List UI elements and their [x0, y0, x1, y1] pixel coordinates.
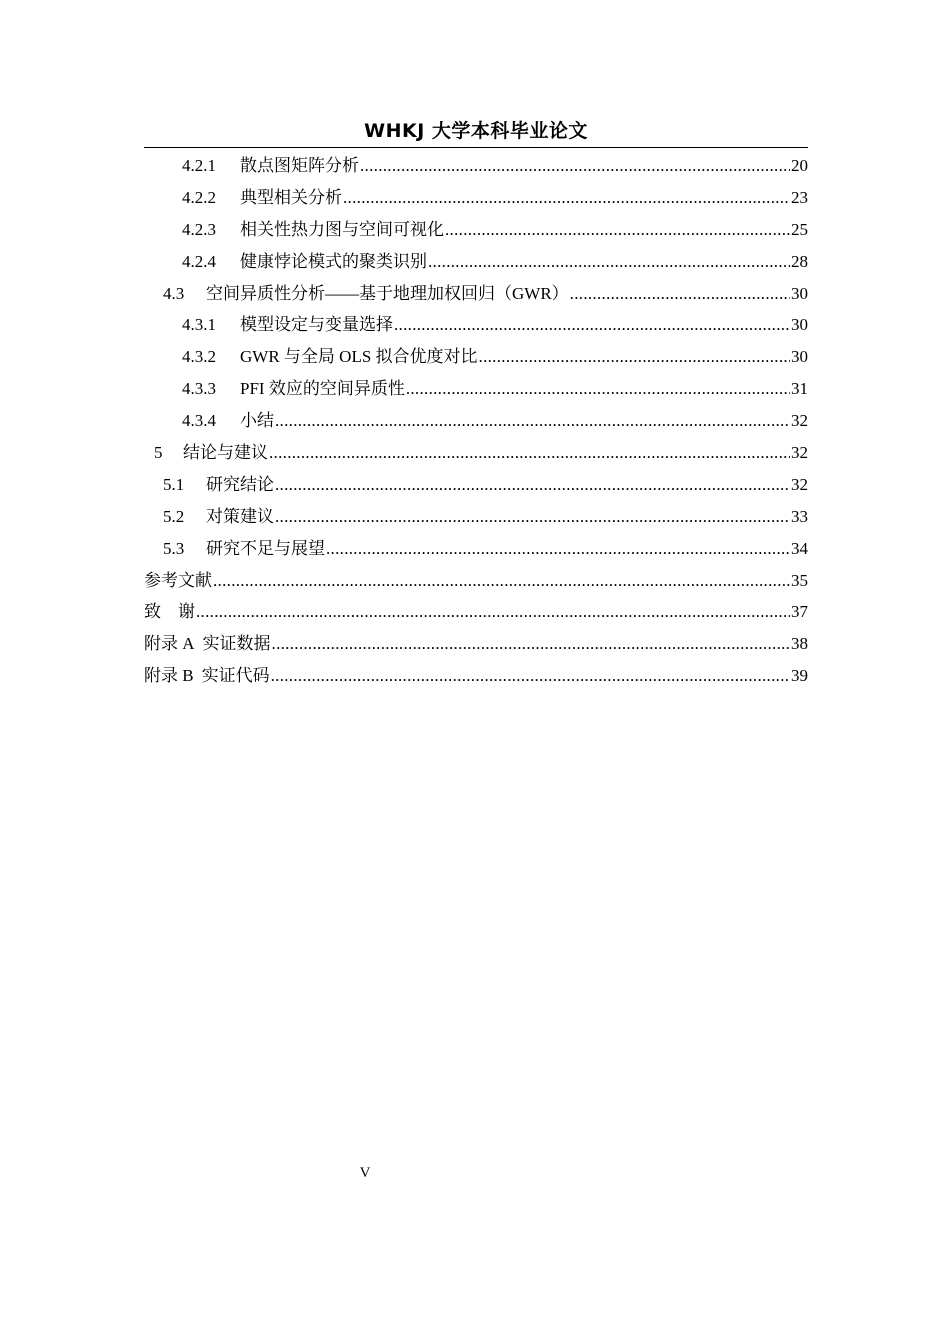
- toc-leader-dots: [275, 405, 790, 437]
- toc-entry-number: 4.2.3: [182, 219, 216, 239]
- toc-entry-title: 小结: [240, 411, 274, 431]
- toc-entry[interactable]: [144, 660, 808, 692]
- toc-entry[interactable]: [144, 596, 808, 628]
- toc-entry-page: 23: [791, 187, 808, 207]
- page-header-title: WHKJ 大学本科毕业论文: [364, 120, 588, 142]
- toc-leader-dots: [428, 246, 790, 278]
- toc-entry[interactable]: [144, 214, 808, 246]
- toc-leader-dots: [406, 373, 790, 405]
- toc-entry-number: 附录 B: [144, 666, 194, 686]
- toc-entry-title: 实证代码: [201, 666, 270, 686]
- toc-entry[interactable]: [144, 533, 808, 565]
- toc-entry[interactable]: [144, 373, 808, 405]
- toc-entry-title: 相关性热力图与空间可视化: [240, 219, 444, 239]
- header-rule: [144, 147, 808, 148]
- toc-entry-number: 4.2.1: [182, 156, 216, 175]
- toc-entry-number: 5.1: [163, 474, 185, 494]
- toc-entry-number: 5: [154, 443, 163, 463]
- toc-entry-page: 30: [791, 283, 808, 303]
- toc-entry-page: 32: [791, 411, 808, 431]
- toc-entry-number: 4.3.2: [182, 347, 216, 367]
- toc-entry-number: 4.2.4: [182, 251, 216, 271]
- toc-entry-title: 模型设定与变量选择: [240, 315, 393, 335]
- toc-leader-dots: [271, 660, 790, 692]
- toc-entry[interactable]: [144, 278, 808, 310]
- toc-entry-title: 对策建议: [206, 506, 274, 526]
- toc-entry-title: 参考文献: [144, 570, 212, 590]
- toc-entry-title: GWR 与全局 OLS 拟合优度对比: [240, 347, 478, 367]
- toc-entry[interactable]: [144, 565, 808, 597]
- toc-entry-title: 典型相关分析: [240, 187, 342, 207]
- toc-entry-number: 5.2: [163, 506, 185, 526]
- toc-leader-dots: [269, 437, 790, 469]
- toc-entry-page: 34: [791, 538, 808, 558]
- toc-entry[interactable]: [144, 341, 808, 373]
- toc-entry-title: 实证数据: [202, 634, 271, 654]
- toc-entry-page: 30: [791, 347, 808, 367]
- toc-entry-number: 4.3: [163, 283, 185, 303]
- toc-leader-dots: [570, 278, 790, 310]
- toc-entry-page: 20: [791, 156, 808, 175]
- toc-entry[interactable]: [144, 469, 808, 501]
- toc-entry-page: 38: [791, 634, 808, 654]
- toc-entry-page: 33: [791, 506, 808, 526]
- toc-entry-number: 5.3: [163, 538, 185, 558]
- toc-entry[interactable]: [144, 182, 808, 214]
- toc-entry-page: 31: [791, 379, 808, 399]
- toc-leader-dots: [445, 214, 790, 246]
- toc-entry-number: 4.3.3: [182, 379, 216, 399]
- toc-entry-page: 32: [791, 443, 808, 463]
- toc-entry-title: 研究不足与展望: [206, 538, 325, 558]
- toc-entry-page: 28: [791, 251, 808, 271]
- toc-leader-dots: [326, 533, 790, 565]
- toc-entry[interactable]: [144, 628, 808, 660]
- toc-entry-page: 37: [791, 602, 808, 622]
- toc-entry-title: PFI 效应的空间异质性: [240, 379, 405, 399]
- toc-entry-title: 健康悖论模式的聚类识别: [240, 251, 427, 271]
- toc-entry[interactable]: [144, 309, 808, 341]
- toc-leader-dots: [360, 150, 790, 182]
- toc-entry-number: 附录 A: [144, 634, 195, 654]
- toc-entry-page: 30: [791, 315, 808, 335]
- toc-entry-number: 4.2.2: [182, 187, 216, 207]
- toc-entry[interactable]: [144, 437, 808, 469]
- toc-entry-page: 35: [791, 570, 808, 590]
- toc-leader-dots: [196, 596, 790, 628]
- toc-entry[interactable]: [144, 246, 808, 278]
- toc-leader-dots: [272, 628, 790, 660]
- toc-entry[interactable]: [144, 405, 808, 437]
- table-of-contents: [144, 150, 808, 692]
- toc-leader-dots: [343, 182, 790, 214]
- toc-entry-page: 25: [791, 219, 808, 239]
- toc-entry-number: 4.3.1: [182, 315, 216, 335]
- toc-entry-number: 4.3.4: [182, 411, 216, 431]
- toc-entry-page: 32: [791, 474, 808, 494]
- toc-leader-dots: [275, 469, 790, 501]
- toc-leader-dots: [213, 565, 790, 597]
- toc-entry-page: 39: [791, 666, 808, 686]
- toc-entry-title: 空间异质性分析——基于地理加权回归（GWR）: [206, 283, 569, 303]
- toc-entry-title: 结论与建议: [183, 443, 268, 463]
- toc-leader-dots: [394, 309, 790, 341]
- toc-entry-title: 散点图矩阵分析: [240, 156, 359, 175]
- toc-entry-title: 研究结论: [206, 474, 274, 494]
- toc-entry-title: 致 谢: [144, 602, 195, 622]
- toc-entry[interactable]: [144, 150, 808, 182]
- toc-entry[interactable]: [144, 501, 808, 533]
- toc-leader-dots: [275, 501, 790, 533]
- toc-leader-dots: [479, 341, 790, 373]
- page-number: V: [359, 1165, 371, 1181]
